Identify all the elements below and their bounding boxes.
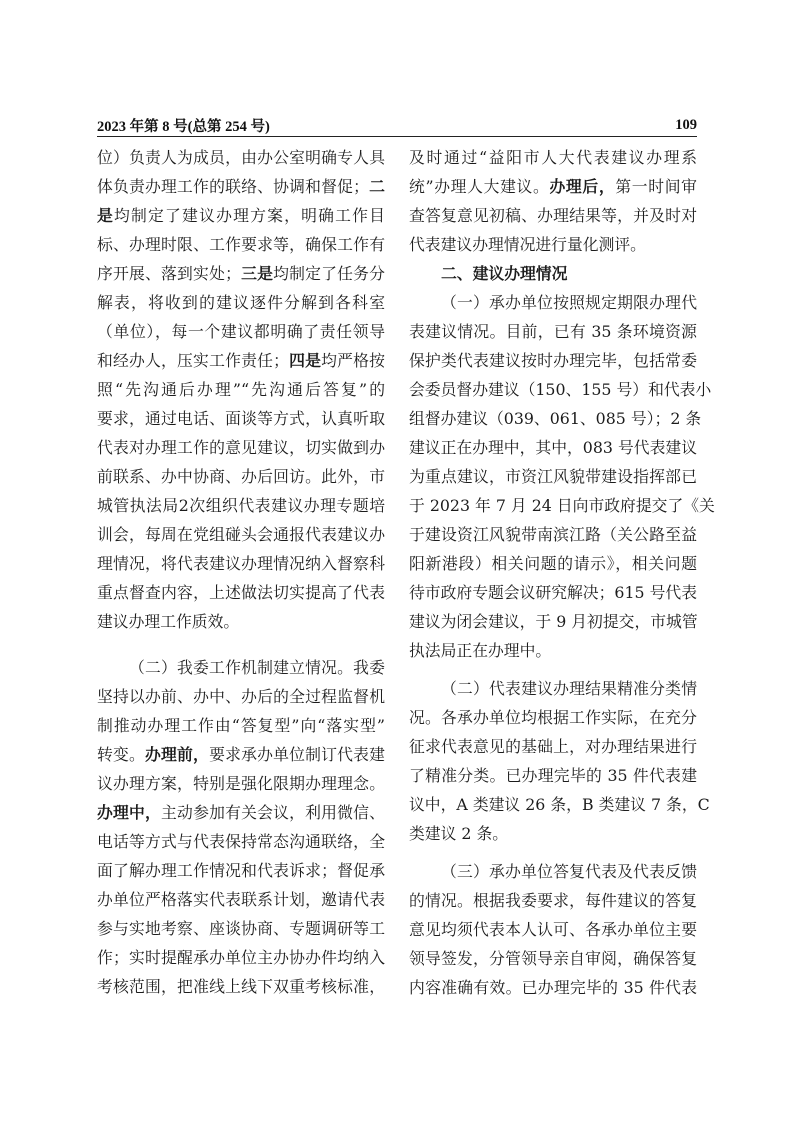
- paragraph: [409, 857, 697, 1002]
- text-line: [97, 404, 385, 433]
- paragraph: [97, 653, 385, 1001]
- text-line: [97, 433, 385, 462]
- text-line: [97, 259, 385, 288]
- text-run: 意见均须代表本人认可、各承办单位主要: [409, 920, 697, 939]
- text-run: 照“先沟通后办理”“先沟通后答复”的: [97, 380, 385, 399]
- text-run: 要求承办单位制订代表建: [209, 745, 385, 764]
- text-line: [97, 972, 385, 1001]
- text-run: 制推动办理工作由“答复型”向“落实型”: [97, 716, 385, 735]
- text-line: [409, 578, 697, 607]
- paragraph: [409, 143, 697, 259]
- text-run: 标、办理时限、工作要求等，确保工作有: [97, 235, 385, 254]
- text-run: 均严格按: [321, 351, 385, 370]
- text-run: 坚持以办前、办中、办后的全过程监督机: [97, 687, 385, 706]
- text-line: [97, 798, 385, 827]
- bold-text: 四是: [288, 351, 322, 370]
- text-line: [409, 375, 712, 404]
- text-line: [409, 549, 697, 578]
- text-run: 各承办单位均根据工作实际，在充分: [441, 708, 697, 727]
- text-line: [409, 761, 697, 790]
- subheading-text: （一）承办单位按照规定期限办理代: [441, 293, 697, 312]
- text-run: 建议正在办理中，其中，083 号代表建议: [409, 438, 697, 457]
- text-run: 均制定了任务分: [273, 264, 385, 283]
- text-run: 代表对办理工作的意见建议，切实做到办: [97, 438, 385, 457]
- text-line: [409, 520, 697, 549]
- text-line: [409, 607, 697, 636]
- text-line: [409, 346, 697, 375]
- text-line: [409, 703, 697, 732]
- text-line: [409, 790, 710, 819]
- text-line: [409, 857, 697, 886]
- text-line: [97, 653, 385, 682]
- text-run: 议办理方案，特别是强化限期办理理念。: [97, 774, 385, 793]
- text-line: [97, 317, 385, 346]
- text-run: 体负责办理工作的联络、协调和督促；: [97, 177, 369, 196]
- text-line: [97, 491, 385, 520]
- text-line: [409, 973, 697, 1002]
- text-line: [97, 578, 385, 607]
- text-line: [409, 819, 697, 848]
- text-run: 位）负责人为成员，由办公室明确专人具: [97, 148, 385, 167]
- subheading-text: （二）我委工作机制建立情况。: [129, 658, 354, 677]
- text-run: 重点督查内容，上述做法切实提高了代表: [97, 583, 385, 602]
- subheading-text: 的情况。: [409, 891, 474, 910]
- text-run: 均制定了建议办理方案，明确工作目: [114, 206, 385, 225]
- text-run: 训会，每周在党组碰头会通报代表建议办: [97, 525, 385, 544]
- text-line: [409, 732, 697, 761]
- text-line: [97, 201, 385, 230]
- paragraph: [97, 143, 385, 636]
- text-line: [97, 607, 385, 636]
- text-line: [97, 520, 385, 549]
- header-divider: [97, 136, 697, 137]
- text-run: 于 2023 年 7 月 24 日向市政府提交了《关: [409, 496, 715, 515]
- text-line: [97, 856, 385, 885]
- text-line: [409, 230, 697, 259]
- text-run: 内容准确有效。已办理完毕的 35 件代表: [409, 978, 697, 997]
- text-run: 主动参加有关会议，利用微信、: [161, 803, 385, 822]
- text-line: [409, 172, 697, 201]
- text-run: 根据我委要求，每件建议的答复: [473, 891, 697, 910]
- text-line: [97, 827, 385, 856]
- text-run: 序开展、落到实处；: [97, 264, 241, 283]
- text-line: [97, 143, 385, 172]
- text-run: 和经办人，压实工作责任；: [97, 351, 289, 370]
- text-run: 考核范围，把准线上线下双重考核标准，: [97, 977, 385, 996]
- text-run: 类建议 2 条。: [409, 824, 509, 843]
- text-line: [409, 491, 715, 520]
- text-line: [97, 682, 385, 711]
- subheading-text: （二）代表建议办理结果精准分类情: [441, 679, 697, 698]
- subheading-text: （三）承办单位答复代表及代表反馈: [441, 862, 697, 881]
- text-run: 解表，将收到的建议逐件分解到各科室: [97, 293, 385, 312]
- text-run: 执法局正在办理中。: [409, 641, 552, 660]
- bold-text: 办理前，: [145, 745, 210, 764]
- text-run: 领导签发，分管领导亲自审阅，确保答复: [409, 949, 697, 968]
- text-run: 统”办理人大建议。: [409, 177, 550, 196]
- text-run: 议中，A 类建议 26 条，B 类建议 7 条，C: [409, 795, 710, 814]
- text-line: [409, 317, 697, 346]
- text-line: [409, 462, 697, 491]
- subheading-text: 况。: [409, 708, 442, 727]
- text-line: [409, 915, 697, 944]
- text-line: [409, 636, 697, 665]
- bold-text: 二: [368, 177, 385, 196]
- text-line: [97, 914, 385, 943]
- text-run: 我委: [353, 658, 385, 677]
- text-line: [409, 259, 697, 288]
- text-run: 面了解办理工作情况和代表诉求；督促承: [97, 861, 385, 880]
- bold-text: 二、建议办理情况: [441, 264, 568, 283]
- text-run: 为重点建议，市资江风貌带建设指挥部已: [409, 467, 697, 486]
- text-run: 转变。: [97, 745, 146, 764]
- text-run: 及时通过“益阳市人大代表建议办理系: [409, 148, 697, 167]
- text-line: [409, 143, 697, 172]
- text-line: [409, 288, 697, 317]
- text-line: [97, 346, 385, 375]
- subheading-text: 表建议情况。: [409, 322, 506, 341]
- text-run: 理情况，将代表建议办理情况纳入督察科: [97, 554, 385, 573]
- text-run: 第一时间审: [615, 177, 697, 196]
- text-line: [97, 711, 385, 740]
- text-line: [409, 433, 697, 462]
- text-run: 要求，通过电话、面谈等方式，认真听取: [97, 409, 385, 428]
- text-run: 组督办建议（039、061、085 号）；2 条: [409, 409, 702, 428]
- text-line: [409, 404, 702, 433]
- text-run: 电话等方式与代表保持常态沟通联络，全: [97, 832, 385, 851]
- text-run: 于建设资江风貌带南滨江路（关公路至益: [409, 525, 697, 544]
- text-run: 征求代表意见的基础上，对办理结果进行: [409, 737, 697, 756]
- text-line: [409, 201, 697, 230]
- issue-label: 2023 年第 8 号(总第 254 号): [97, 118, 270, 135]
- text-run: 代表建议办理情况进行量化测评。: [409, 235, 646, 254]
- text-run: 待市政府专题会议研究解决；615 号代表: [409, 583, 697, 602]
- text-run: 参与实地考察、座谈协商、专题调研等工: [97, 919, 385, 938]
- paragraph: [409, 674, 710, 848]
- page-number: 109: [675, 116, 697, 133]
- text-line: [97, 462, 385, 491]
- right-column: [409, 143, 715, 1002]
- section-heading: [409, 259, 697, 288]
- text-line: [97, 549, 385, 578]
- text-run: 了精准分类。已办理完毕的 35 件代表建: [409, 766, 697, 785]
- text-line: [97, 230, 385, 259]
- text-line: [409, 886, 697, 915]
- text-line: [97, 288, 385, 317]
- text-line: [97, 885, 385, 914]
- left-column: [97, 143, 385, 1001]
- text-line: [409, 944, 697, 973]
- bold-text: 三是: [240, 264, 274, 283]
- text-run: 办单位严格落实代表联系计划，邀请代表: [97, 890, 385, 909]
- text-run: 会委员督办建议（150、155 号）和代表小: [409, 380, 712, 399]
- text-line: [97, 740, 385, 769]
- text-run: 城管执法局2次组织代表建议办理专题培: [97, 496, 385, 515]
- text-run: 前联系、办中协商、办后回访。此外，市: [97, 467, 385, 486]
- text-run: （单位），每一个建议都明确了责任领导: [97, 322, 385, 341]
- text-line: [409, 674, 697, 703]
- text-line: [97, 769, 385, 798]
- running-header: [97, 115, 697, 135]
- text-line: [97, 375, 385, 404]
- text-run: 建议为闭会建议，于 9 月初提交，市城管: [409, 612, 698, 631]
- text-run: 查答复意见初稿、办理结果等，并及时对: [409, 206, 697, 225]
- bold-text: 办理后，: [549, 177, 616, 196]
- bold-text: 是: [97, 206, 115, 225]
- text-line: [97, 943, 385, 972]
- bold-text: 办理中，: [97, 803, 162, 822]
- text-run: 阳新港段）相关问题的请示》，相关问题: [409, 554, 697, 573]
- text-line: [97, 172, 385, 201]
- text-run: 保护类代表建议按时办理完毕，包括常委: [409, 351, 697, 370]
- paragraph: [409, 288, 715, 665]
- text-run: 目前，已有 35 条环境资源: [505, 322, 697, 341]
- text-run: 建议办理工作质效。: [97, 612, 240, 631]
- text-run: 作；实时提醒承办单位主办协办件均纳入: [97, 948, 385, 967]
